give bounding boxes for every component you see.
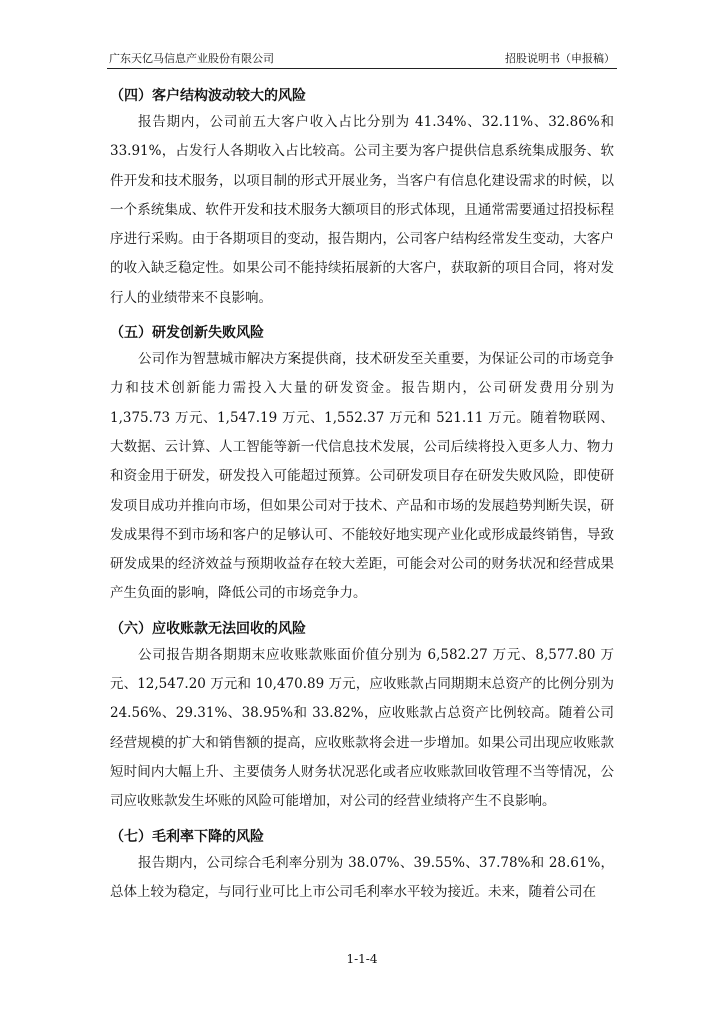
section-paragraph: 公司报告期各期期末应收账款账面价值分别为 6,582.27 万元、8,577.80 万元、12,547.20 万元和 10,470.89 万元，应收账款占同期期末总资产的比例分别为24.56%、29.31%、38.95%和 33.82%，应收账款占总资产比例较高。随着公司经营规模的扩大和销售额的提高，应收账款将会进一步增加。如果公司出现应收账款短时间内大幅上升、主要债务人财务状况恶化或者应收账款回收管理不当等情况，公司应收账款发生坏账的风险可能增加，对公司的经营业绩将产生不良影响。 [110,646,614,810]
section-customer-structure-risk [110,84,614,313]
page-header [107,50,617,69]
page-body [110,84,614,915]
section-paragraph: 报告期内，公司前五大客户收入占比分别为 41.34%、32.11%、32.86%和33.91%，占发行人各期收入占比较高。公司主要为客户提供信息系统集成服务、软件开发和技术服务，以项目制的形式开展业务，当客户有信息化建设需求的时候，以一个系统集成、软件开发和技术服务大额项目的形式体现，且通常需要通过招投标程序进行采购。由于各期项目的变动，报告期内，公司客户结构经常发生变动，大客户的收入缺乏稳定性。如果公司不能持续拓展新的大客户，获取新的项目合同，将对发行人的业绩带来不良影响。 [110,114,614,306]
section-gross-margin-risk [110,825,614,908]
section-heading: （七）毛利率下降的风险 [110,828,264,845]
section-rd-failure-risk [110,321,614,609]
section-receivables-risk [110,617,614,817]
section-heading: （五）研发创新失败风险 [110,325,264,342]
company-name: 广东天亿马信息产业股份有限公司 [109,52,274,65]
section-heading: （六）应收账款无法回收的风险 [110,620,306,637]
page-number: 1-1-4 [346,952,378,966]
document-title: 招股说明书（申报稿） [505,52,615,65]
section-paragraph: 公司作为智慧城市解决方案提供商，技术研发至关重要，为保证公司的市场竞争力和技术创新能力需投入大量的研发资金。报告期内，公司研发费用分别为1,375.73 万元、1,547.19 万元、1,552.37 万元和 521.11 万元。随着物联网、大数据、云计算、人工智能等新一代信息技术发展，公司后续将投入更多人力、物力和资金用于研发，研发投入可能超过预算。公司研发项目存在研发失败风险，即使研发项目成功并推向市场，但如果公司对于技术、产品和市场的发展趋势判断失误，研发成果得不到市场和客户的足够认可、不能较好地实现产业化或形成最终销售，导致研发成果的经济效益与预期收益存在较大差距，可能会对公司的财务状况和经营成果产生负面的影响，降低公司的市场竞争力。 [110,351,614,602]
section-paragraph: 报告期内，公司综合毛利率分别为 38.07%、39.55%、37.78%和 28.61%，总体上较为稳定，与同行业可比上市公司毛利率水平较为接近。未来，随着公司在 [110,854,614,900]
section-heading: （四）客户结构波动较大的风险 [110,88,306,104]
